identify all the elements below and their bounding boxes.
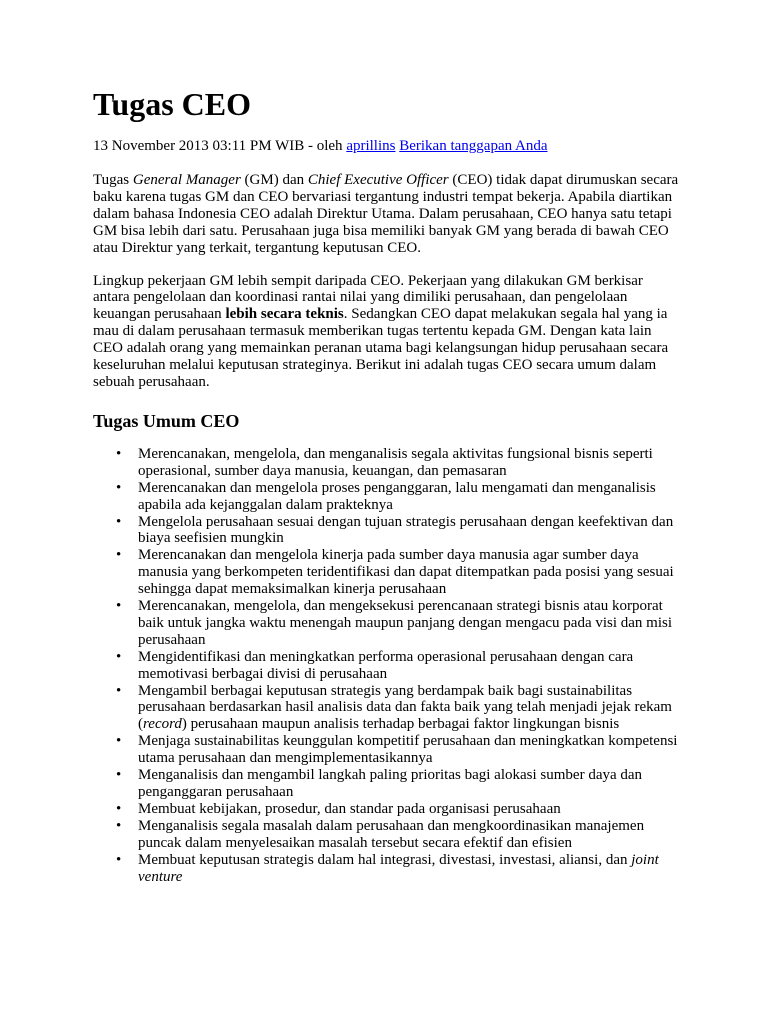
text-run: Lingkup pekerjaan GM lebih sempit daripada CEO. Pekerjaan yang dilakukan GM berkisar antara pengelolaan dan koordinasi rantai nilai yang dimiliki perusahaan, dan pengelolaan keuangan perusahaan bbox=[93, 272, 643, 323]
list-item bbox=[116, 598, 683, 649]
list-item bbox=[116, 648, 683, 683]
list-item-text: Membuat kebijakan, prosedur, dan standar pada organisasi perusahaan bbox=[138, 800, 561, 817]
bullet-icon: • bbox=[116, 682, 122, 699]
list-item bbox=[116, 817, 683, 852]
list-item bbox=[116, 733, 683, 767]
list-item bbox=[116, 479, 683, 514]
list-item-text: Merencanakan dan mengelola kinerja pada sumber daya manusia agar sumber daya manusia yang berkompeten teridentifikasi dan dapat ditempatkan pada posisi yang sesuai sehingga dapat memaksimalkan kinerja perusahaan bbox=[138, 547, 674, 598]
meta-date: 13 November 2013 03:11 PM WIB - oleh bbox=[93, 138, 347, 154]
list-item bbox=[116, 851, 683, 886]
list-item-text: Menganalisis segala masalah dalam perusahaan dan mengkoordinasikan manajemen puncak dalam menyelesaikan masalah tersebut secara efektif dan efisien bbox=[138, 817, 645, 851]
comment-link[interactable]: Berikan tanggapan Anda bbox=[399, 138, 548, 154]
list-item-text: ) perusahaan maupun analisis terhadap berbagai faktor lingkungan bisnis bbox=[181, 716, 620, 733]
article-meta bbox=[93, 136, 683, 156]
list-item bbox=[116, 513, 683, 548]
list-item bbox=[116, 682, 683, 734]
list-item-text: Menganalisis dan mengambil langkah paling prioritas bagi alokasi sumber daya dan penganggaran perusahaan bbox=[138, 767, 643, 800]
list-item bbox=[116, 800, 683, 818]
bullet-icon: • bbox=[116, 479, 122, 496]
term-record: record bbox=[143, 716, 182, 733]
list-item bbox=[116, 547, 683, 598]
author-link[interactable]: aprillins bbox=[346, 138, 396, 154]
text-run: Tugas bbox=[93, 172, 133, 188]
bullet-icon: • bbox=[116, 767, 122, 784]
list-item-text: Mengelola perusahaan sesuai dengan tujuan strategis perusahaan dengan keefektivan dan biaya seefisien mungkin bbox=[138, 513, 674, 547]
bullet-icon: • bbox=[116, 547, 122, 564]
list-item-text: Merencanakan, mengelola, dan mengeksekusi perencanaan strategi bisnis atau korporat baik untuk jangka waktu menengah maupun panjang dengan mengacu pada visi dan misi perusahaan bbox=[138, 598, 673, 648]
emphasis-technical: lebih secara teknis bbox=[225, 306, 344, 323]
section-heading: Tugas Umum CEO bbox=[93, 410, 240, 431]
bullet-icon: • bbox=[116, 445, 122, 462]
bullet-icon: • bbox=[116, 733, 122, 750]
list-item-text: Merencanakan dan mengelola proses penganggaran, lalu mengamati dan menganalisis apabila ada kejanggalan dalam prakteknya bbox=[138, 479, 656, 513]
term-joint-venture: joint venture bbox=[138, 851, 659, 885]
list-item-text: Mengambil berbagai keputusan strategis yang berdampak baik bagi sustainabilitas perusahaan berdasarkan hasil analisis data dan fakta baik yang telah menjadi jejak rekam ( bbox=[138, 682, 672, 733]
list-item bbox=[116, 445, 683, 480]
page-title: Tugas CEO bbox=[93, 86, 251, 122]
list-item bbox=[116, 767, 683, 801]
scope-paragraph bbox=[93, 273, 683, 391]
list-item-text: Mengidentifikasi dan meningkatkan performa operasional perusahaan dengan cara memotivasi berbagai divisi di perusahaan bbox=[138, 648, 634, 682]
bullet-icon: • bbox=[116, 851, 122, 868]
intro-paragraph bbox=[93, 172, 683, 257]
bullet-icon: • bbox=[116, 598, 122, 615]
text-run: (GM) dan bbox=[240, 172, 308, 188]
bullet-icon: • bbox=[116, 800, 122, 817]
term-general-manager: General Manager bbox=[132, 172, 241, 188]
bullet-icon: • bbox=[116, 513, 122, 530]
text-run: (CEO) tidak dapat dirumuskan secara baku karena tugas GM dan CEO bervariasi tergantung industri tempat bekerja. Apabila diartikan dalam bahasa Indonesia CEO adalah Direktur Utama. Dalam perusahaan, CEO hanya satu tetapi GM bisa lebih dari satu. Perusahaan juga bisa memiliki banyak GM yang berada di bawah CEO atau Direktur yang terkait, tergantung keputusan CEO. bbox=[93, 172, 679, 256]
term-chief-executive-officer: Chief Executive Officer bbox=[307, 172, 449, 188]
bullet-icon: • bbox=[116, 648, 122, 665]
text-run: . Sedangkan CEO dapat melakukan segala hal yang ia mau di dalam perusahaan termasuk memberikan tugas tertentu kepada GM. Dengan kata lain CEO adalah orang yang memainkan peranan utama bagi kelangsungan hidup perusahaan secara keseluruhan melalui keputusan strateginya. Berikut ini adalah tugas CEO secara umum dalam sebuah perusahaan. bbox=[93, 306, 669, 390]
list-item-text: Menjaga sustainabilitas keunggulan kompetitif perusahaan dan meningkatkan kompetensi utama perusahaan dan mengimplementasikannya bbox=[138, 733, 678, 767]
list-item-text: Membuat keputusan strategis dalam hal integrasi, divestasi, investasi, aliansi, dan bbox=[138, 851, 632, 868]
bullet-icon: • bbox=[116, 817, 122, 834]
duties-list bbox=[93, 446, 683, 886]
list-item-text: Merencanakan, mengelola, dan menganalisis segala aktivitas fungsional bisnis seperti operasional, sumber daya manusia, keuangan, dan pemasaran bbox=[138, 445, 653, 479]
